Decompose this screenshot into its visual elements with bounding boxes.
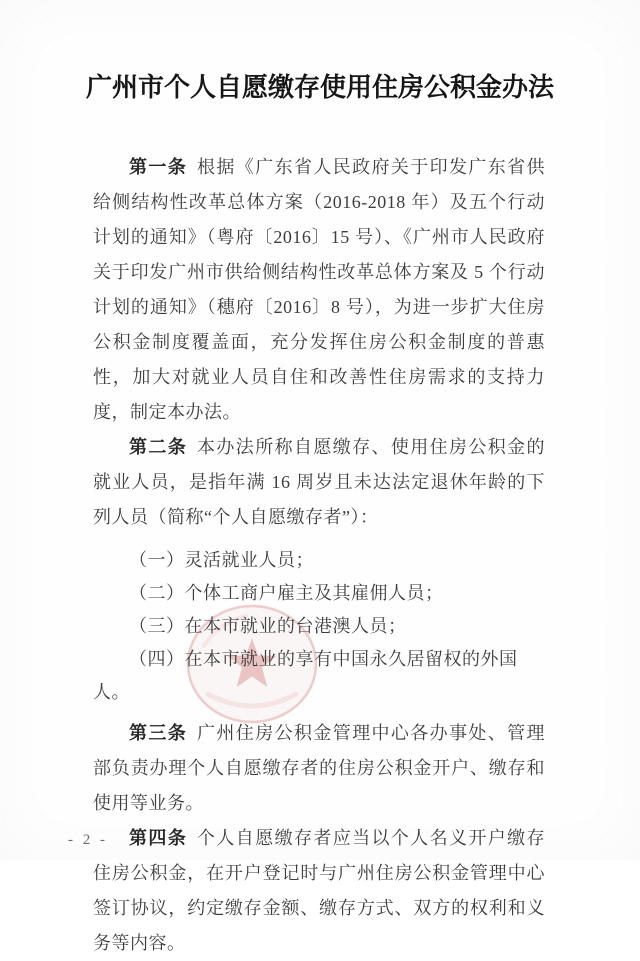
page-title: 广州市个人自愿缴存使用住房公积金办法	[85, 73, 554, 102]
article-text: 本办法所称自愿缴存、使用住房公积金的就业人员，是指年满 16 周岁且未达法定退休年龄的下列人员（简称“个人自愿缴存者”）：	[93, 437, 546, 527]
enumerated-list	[93, 544, 545, 709]
article-paragraph	[93, 821, 545, 961]
article-number: 第三条	[129, 723, 188, 743]
article-text: 广州住房公积金管理中心各办事处、管理部负责办理个人自愿缴存者的住房公积金开户、缴存和使用等业务。	[93, 723, 546, 813]
article-text: 根据《广东省人民政府关于印发广东省供给侧结构性改革总体方案（2016-2018 年）及五个行动计划的通知》（粤府〔2016〕15 号）、《广州市人民政府关于印发广州市供给侧结构性改革总体方案及 5 个行动计划的通知》（穗府〔2016〕8 号），为进一步扩大住房公积金制度覆盖面，充分发挥住房公积金制度的普惠性，加大对就业人员自住和改善性住房需求的支持力度，制定本办法。	[93, 157, 546, 422]
list-item: （一）灵活就业人员；	[129, 550, 314, 570]
document-body	[93, 150, 545, 961]
article-paragraph	[93, 150, 545, 430]
page-number: - 2 -	[68, 832, 108, 848]
article-paragraph	[93, 430, 545, 535]
list-item: （二）个体工商户雇主及其雇佣人员；	[129, 583, 444, 603]
article-paragraph	[93, 716, 545, 821]
article-text: 个人自愿缴存者应当以个人名义开户缴存住房公积金，在开户登记时与广州住房公积金管理中心签订协议，约定缴存金额、缴存方式、双方的权利和义务等内容。	[93, 828, 546, 953]
article-number: 第二条	[129, 437, 188, 457]
article-number: 第四条	[129, 828, 188, 848]
list-item: （三）在本市就业的台港澳人员；	[129, 616, 407, 636]
article-number: 第一条	[129, 157, 188, 177]
list-item: （四）在本市就业的享有中国永久居留权的外国人。	[93, 649, 518, 702]
